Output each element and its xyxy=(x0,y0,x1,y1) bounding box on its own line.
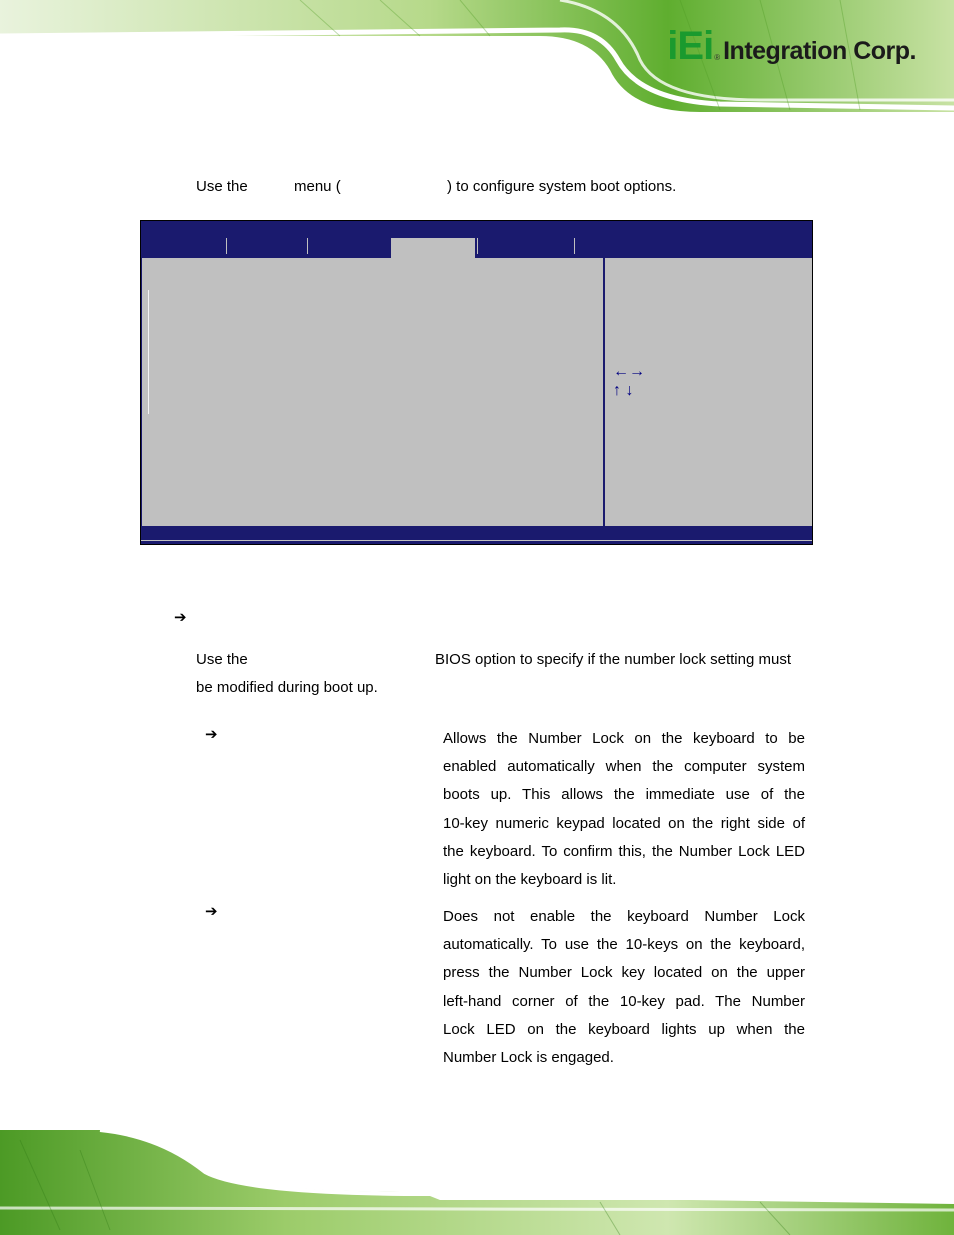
tab-separator xyxy=(307,238,308,254)
desc-line: automatically. To use the 10-keys on the keyboard, xyxy=(443,936,805,954)
option-arrow-icon: ➔ xyxy=(205,903,218,920)
desc-line: Allows the Number Lock on the keyboard to be xyxy=(443,730,805,747)
desc-line: the keyboard. To confirm this, the Number Lock LED xyxy=(443,842,805,860)
logo-mark: iEi xyxy=(667,24,714,68)
company-logo xyxy=(667,26,916,66)
option-disabled-description xyxy=(443,903,805,1072)
desc-line: enabled automatically when the computer system xyxy=(443,758,805,776)
bios-settings-panel xyxy=(142,258,603,526)
up-down-arrows-icon: ↑ ↓ xyxy=(613,382,634,399)
tab-separator xyxy=(477,238,478,254)
option-enabled-description xyxy=(443,725,805,894)
desc-line: Number Lock is engaged. xyxy=(443,1049,614,1067)
desc-line: left-hand corner of the 10-key pad. The Number xyxy=(443,992,805,1010)
footer-banner xyxy=(0,1130,954,1235)
option-desc-line2: be modified during boot up. xyxy=(196,679,378,696)
left-right-arrows-icon: ←→ xyxy=(613,363,645,380)
footer-rule xyxy=(141,540,812,541)
tab-boot-active[interactable] xyxy=(391,238,475,258)
registered-mark: ® xyxy=(714,53,721,62)
desc-line: boots up. This allows the immediate use of the xyxy=(443,786,805,804)
intro-suffix: ) to configure system boot options. xyxy=(447,178,677,195)
desc-line: Does not enable the keyboard Number Lock xyxy=(443,908,805,925)
scroll-marker xyxy=(148,290,149,414)
option-desc-prefix: Use the xyxy=(196,651,248,668)
section-arrow-icon: ➔ xyxy=(174,609,187,626)
desc-line: press the Number Lock key located on the upper xyxy=(443,964,805,982)
option-desc-line1: BIOS option to specify if the number lock setting must xyxy=(435,651,792,668)
bios-menu-bar xyxy=(141,221,812,258)
option-arrow-icon: ➔ xyxy=(205,726,218,743)
intro-prefix: Use the xyxy=(196,178,248,195)
tab-separator xyxy=(574,238,575,254)
desc-line: light on the keyboard is lit. xyxy=(443,871,617,889)
desc-line: Lock LED on the keyboard lights up when the xyxy=(443,1020,805,1038)
intro-middle: menu ( xyxy=(294,178,341,195)
desc-line: 10-key numeric keypad located on the right side of xyxy=(443,814,805,832)
bios-footer-bar xyxy=(141,526,812,544)
company-name: Integration Corp. xyxy=(723,37,916,65)
tab-separator xyxy=(226,238,227,254)
bios-screen xyxy=(140,220,813,545)
bios-help-panel xyxy=(605,258,812,526)
